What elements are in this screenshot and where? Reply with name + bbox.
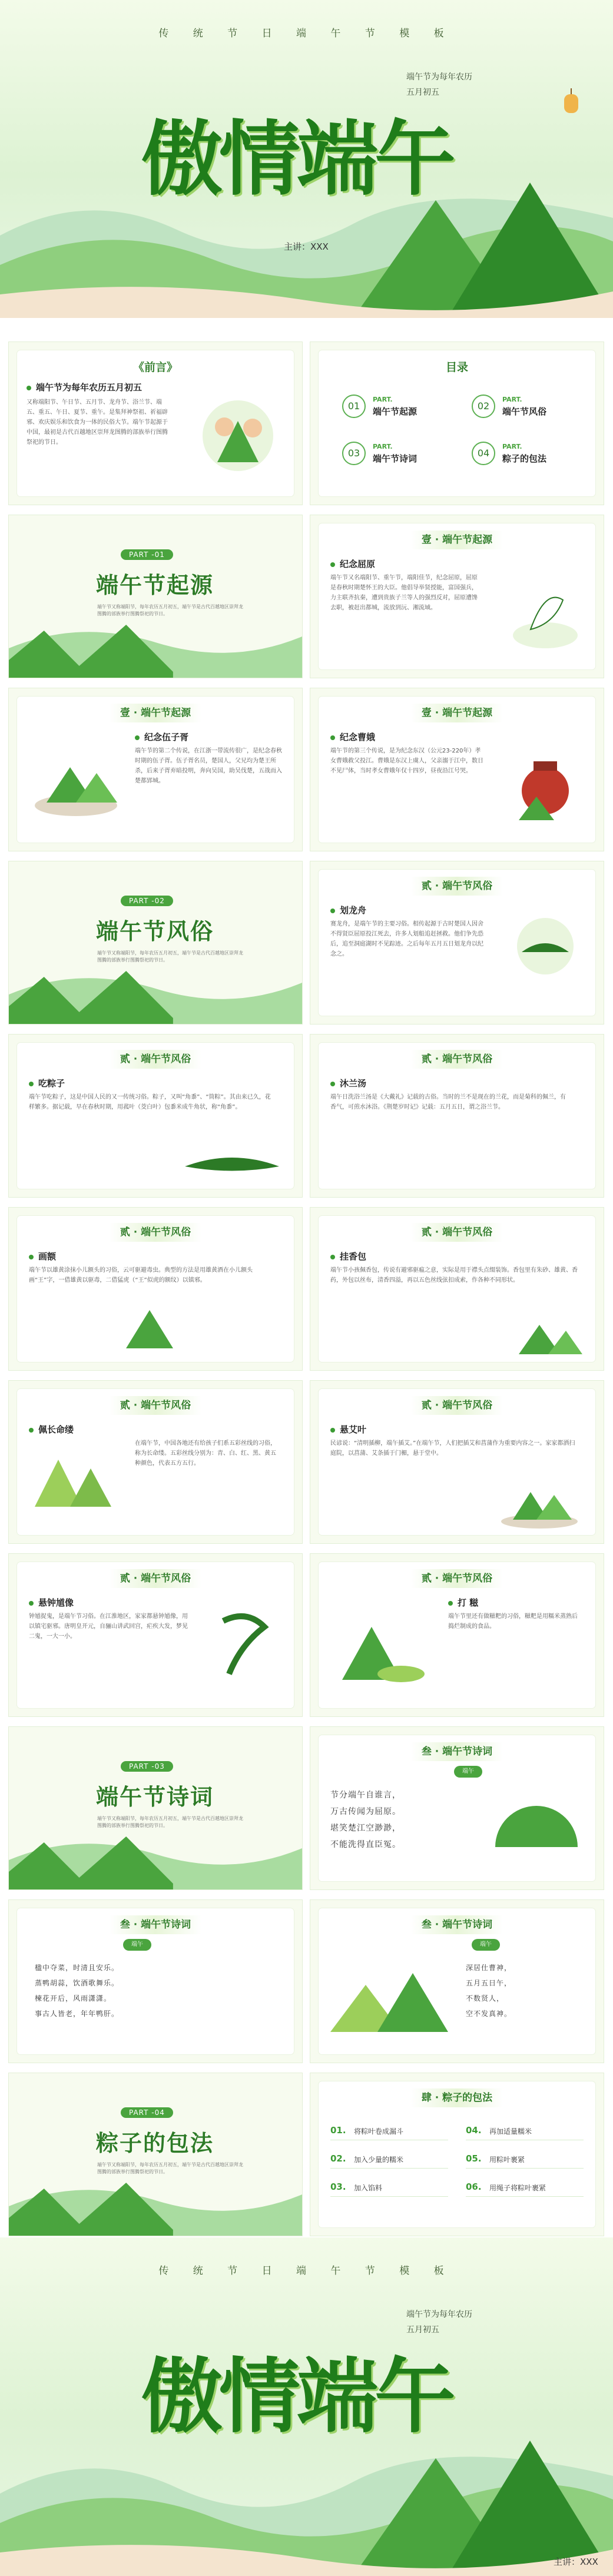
slide-card	[319, 1043, 595, 1189]
cover-slide-top	[0, 0, 613, 318]
toc-number: 03	[342, 442, 366, 465]
slide-longevity-cord	[8, 1380, 303, 1544]
body-text: 端午节的第三个传说，是为纪念东汉（公元23-220年）孝女曹娥救父投江。曹娥是东汉上虞人，父亲溺于江中，数日不见尸体，当时孝女曹娥年仅十四岁，昼夜沿江号哭。	[330, 748, 483, 774]
body-text: 端午日洗浴兰汤是《大戴礼》记载的古俗。当时的兰不是现在的兰花，而是菊科的佩兰，有香气，可煎水沐浴。《荆楚岁时记》记载：五月五日，谓之浴兰节。	[330, 1094, 566, 1110]
slide-sachet	[310, 1207, 604, 1371]
slide-glutinous-cake	[310, 1553, 604, 1717]
zongzi-illustration	[29, 750, 123, 820]
slide-header: 肆 · 粽子的包法	[411, 2088, 503, 2107]
slide-header: 壹 · 端午节起源	[110, 704, 201, 722]
toc-part: PART.	[373, 443, 393, 450]
poem-line: 不能洗得直臣冤。	[330, 1840, 401, 1849]
subtitle: 画额	[29, 1250, 56, 1262]
calligraphy-illustration	[211, 1603, 282, 1698]
preface-subtitle: 端午节为每年农历五月初五	[26, 381, 142, 393]
slide-eat-zongzi	[8, 1034, 303, 1198]
toc-part: PART.	[502, 443, 522, 450]
body-text: 端午节以雄黄涂抹小儿额头的习俗，云可驱避毒虫。典型的方法是用雄黄酒在小儿额头画“王”字，一借雄黄以驱毒，二借猛虎（“王”似虎的额纹）以镇邪。	[29, 1267, 253, 1284]
cover-speaker: 主讲：XXX	[284, 241, 329, 252]
slide-header: 叁 · 端午节诗词	[411, 1742, 503, 1761]
slide-header: 贰 · 端午节风俗	[110, 1223, 201, 1242]
zongzi-characters-illustration	[29, 1448, 117, 1513]
slide-header: 壹 · 端午节起源	[411, 704, 503, 722]
cover-speaker: 主讲：XXX	[554, 2557, 598, 2567]
hills-illustration	[9, 613, 302, 678]
step-item	[466, 2123, 584, 2140]
slide-dragon-boat	[310, 861, 604, 1025]
preface-text: 又称端阳节、午日节、五月节、龙舟节、浴兰节、端五、重五、午日、夏节、重午。是集拜神祭祖、祈福辟邪、欢庆娱乐和饮食为一体的民俗大节。端午节起源于中国，最初是古代百越地区崇拜龙图腾的部族举行图腾祭祀的节日。	[26, 399, 168, 446]
poem-lines	[35, 1960, 119, 2021]
zongzi-illustration	[513, 1316, 584, 1357]
step-number: 04.	[466, 2125, 482, 2136]
section-title: 粽子的包法	[96, 2130, 214, 2156]
poem-title: 端午	[472, 1939, 500, 1951]
body-text: 端午节的第二个传说，在江浙一带流传很广，是纪念春秋时期的伍子胥。伍子胥名员，楚国人，父兄均为楚王所杀，后来子胥弃暗投明，奔向吴国，助吴伐楚，五战而入楚都郢城。	[135, 748, 282, 784]
step-text: 用粽叶裹紧	[489, 2156, 525, 2164]
slide-preface	[8, 342, 303, 505]
subtitle: 纪念伍子胥	[135, 731, 188, 743]
slide-card	[17, 1043, 294, 1189]
toc-part: PART.	[502, 396, 522, 403]
poem-line: 事古人皆老，年年鸭肝。	[35, 2010, 120, 2018]
slide-card	[17, 1562, 294, 1708]
slide-forehead-painting	[8, 1207, 303, 1371]
step-number: 06.	[466, 2182, 482, 2192]
slide-toc	[310, 342, 604, 505]
toc-name: 端午节诗词	[373, 453, 417, 464]
slide-header: 壹 · 端午节起源	[411, 531, 503, 549]
body-text: 赛龙舟，是端午节的主要习俗。相传起源于古时楚国人因舍不得贤臣屈原投江死去，许多人划船追赶拯救。他们争先恐后，追至洞庭湖时不见踪迹。之后每年五月五日划龙舟以纪念之。	[330, 921, 483, 957]
step-number: 02.	[330, 2153, 346, 2164]
toc-number: 04	[472, 442, 495, 465]
hills-illustration	[9, 1825, 302, 1889]
slide-poem-2	[8, 1899, 303, 2063]
crane-illustration	[507, 571, 584, 659]
step-text: 再加适量糯米	[489, 2127, 532, 2136]
slide-card	[319, 1562, 595, 1708]
fan-illustration	[489, 1788, 584, 1853]
section-title: 端午节起源	[96, 572, 214, 598]
slide-card	[17, 1908, 294, 2054]
subtitle: 打 糍	[448, 1596, 478, 1609]
slide-cao-e	[310, 688, 604, 851]
hills-illustration	[9, 959, 302, 1024]
step-item	[330, 2123, 448, 2140]
subtitle: 划龙舟	[330, 904, 366, 916]
cover-topbar: 传 统 节 日 端 午 节 模 板	[158, 2265, 455, 2277]
toc-item[interactable]	[472, 394, 589, 419]
body-text: 钟馗捉鬼，是端午节习俗。在江淮地区，家家都悬钟馗像，用以镇宅驱邪。唐明皇开元，自骊山讲武回宫，疟疾大发，梦见二鬼，一大一小。	[29, 1613, 188, 1640]
section-part: PART -03	[121, 1761, 173, 1772]
step-number: 01.	[330, 2125, 346, 2136]
slide-section-4	[8, 2073, 303, 2236]
subtitle: 纪念曹娥	[330, 731, 375, 743]
cover-title: 傲情端午	[141, 2348, 453, 2444]
dragon-boat-badge-illustration	[507, 911, 584, 982]
slide-card	[319, 870, 595, 1016]
cover-side-line2: 五月初五	[406, 88, 439, 97]
body-text: 端午节又名端阳节、重午节，端阳佳节，纪念屈原，屈原是春秋时期楚怀王的大臣。他倡导举贤授能，富国强兵，力主联齐抗秦，遭到贵族子兰等人的强烈反对，屈原遭馋去职，被赶出都城，流放到沅、湘流域。	[330, 575, 478, 611]
cover-side-text	[406, 69, 472, 100]
poem-title: 端午	[123, 1939, 151, 1951]
poem-line: 不数贤人，	[466, 1994, 505, 2003]
cover-side-line1: 端午节为每年农历	[406, 72, 472, 82]
step-text: 加入少量的糯米	[354, 2156, 404, 2164]
section-part: PART -02	[121, 896, 173, 906]
lantern-icon	[559, 88, 583, 124]
mountain-zongzi-illustration	[330, 1961, 448, 2038]
slide-card	[319, 1908, 595, 2054]
slide-card	[17, 697, 294, 843]
slide-card	[319, 523, 595, 669]
step-item	[466, 2179, 584, 2197]
cover-slide-bottom	[0, 2237, 613, 2576]
slide-qu-yuan	[310, 515, 604, 678]
poem-line: 万古传闻为屈原。	[330, 1807, 401, 1816]
slide-zhong-kui	[8, 1553, 303, 1717]
cover-side-line2: 五月初五	[406, 2325, 439, 2335]
step-item	[466, 2151, 584, 2169]
zongzi-illustration	[117, 1304, 182, 1351]
subtitle: 悬艾叶	[330, 1423, 366, 1435]
step-text: 将粽叶卷成漏斗	[354, 2127, 404, 2136]
slide-mugwort	[310, 1380, 604, 1544]
section-part: PART -04	[121, 2107, 173, 2118]
slide-section-1	[8, 515, 303, 678]
slide-zongzi-steps	[310, 2073, 604, 2236]
step-item	[330, 2151, 448, 2169]
step-number: 05.	[466, 2153, 482, 2164]
step-text: 加入馅料	[354, 2184, 383, 2192]
toc-name: 粽子的包法	[502, 453, 547, 464]
cover-side-text	[406, 2307, 472, 2338]
body-text: 民谚说：“清明插柳，端午插艾。”在端午节，人们把插艾和菖蒲作为重要内容之一。家家都洒扫庭院，以菖蒲、艾条插于门楣，悬于堂中。	[330, 1440, 575, 1457]
slide-header: 贰 · 端午节风俗	[110, 1569, 201, 1588]
slide-card	[319, 1216, 595, 1362]
step-item	[330, 2179, 448, 2197]
section-desc: 端午节又称端阳节，每年农历五月初五，端午节是古代百越地区崇拜龙图腾的部族举行图腾祭祀的节日。	[97, 1816, 243, 1828]
slide-header: 贰 · 端午节风俗	[411, 1050, 503, 1069]
family-illustration	[194, 392, 282, 480]
section-title: 端午节风俗	[96, 919, 214, 944]
subtitle: 沐兰汤	[330, 1077, 366, 1089]
poem-lines	[466, 1960, 512, 2021]
section-title: 端午节诗词	[96, 1784, 214, 1810]
wine-jar-illustration	[507, 744, 584, 826]
zongzi-leaves-illustration	[330, 1615, 430, 1686]
poem-line: 空不发真神。	[466, 2010, 512, 2018]
toc-item[interactable]	[472, 442, 589, 466]
body-text: 在端午节，中国各地还有给孩子们系五彩丝线的习俗，称为长命缕。五彩丝线分别为：青、白、红、黑、黄五种颜色，代表五方五行。	[135, 1440, 276, 1467]
slide-header: 贰 · 端午节风俗	[411, 1396, 503, 1415]
poem-line: 堪笑楚江空渺渺，	[330, 1824, 401, 1833]
preface-title: 《前言》	[132, 361, 178, 374]
toc-number: 02	[472, 394, 495, 418]
cover-topbar: 传 统 节 日 端 午 节 模 板	[158, 28, 455, 39]
slide-header: 贰 · 端午节风俗	[411, 1569, 503, 1588]
slide-card	[17, 1216, 294, 1362]
subtitle: 吃粽子	[29, 1077, 65, 1089]
subtitle: 纪念屈原	[330, 558, 375, 570]
slide-card	[319, 1735, 595, 1881]
slide-card	[319, 2081, 595, 2227]
slide-header: 贰 · 端午节风俗	[411, 1223, 503, 1242]
toc-name: 端午节风俗	[502, 406, 547, 417]
poem-line: 蒸鸭胡蒜，饮酒歌舞乐。	[35, 1979, 120, 1987]
slide-orchid-bath	[310, 1034, 604, 1198]
poem-line: 深居仕曹神，	[466, 1964, 512, 1972]
poem-line: 五月五日午，	[466, 1979, 512, 1987]
poem-line: 节分端午自谁言，	[330, 1791, 401, 1800]
toc-number: 01	[342, 394, 366, 418]
slide-wu-zixu	[8, 688, 303, 851]
slide-section-2	[8, 861, 303, 1025]
body-text: 端午节里还有做糍粑的习俗，糍粑是用糯米蒸熟后捣烂制成的食品。	[448, 1613, 578, 1630]
cover-title: 傲情端午	[141, 111, 453, 207]
poem-lines	[330, 1787, 401, 1853]
toc-title: 目录	[445, 361, 468, 374]
dragon-boat-illustration	[182, 1143, 282, 1178]
slide-card	[17, 1389, 294, 1535]
section-desc: 端午节又称端阳节，每年农历五月初五，端午节是古代百越地区崇拜龙图腾的部族举行图腾祭祀的节日。	[97, 950, 243, 963]
slide-poem-3	[310, 1899, 604, 2063]
toc-item[interactable]	[342, 442, 460, 466]
poem-line: 楝花开后，风雨潇潇。	[35, 1994, 112, 2003]
subtitle: 佩长命缕	[29, 1423, 74, 1435]
section-desc: 端午节又称端阳节，每年农历五月初五，端午节是古代百越地区崇拜龙图腾的部族举行图腾祭祀的节日。	[97, 2162, 243, 2174]
subtitle: 挂香包	[330, 1250, 366, 1262]
hills-illustration	[9, 2171, 302, 2236]
slide-header: 贰 · 端午节风俗	[110, 1396, 201, 1415]
cover-side-line1: 端午节为每年农历	[406, 2310, 472, 2319]
step-text: 用绳子将粽叶裹紧	[489, 2184, 546, 2192]
zongzi-plate-illustration	[495, 1483, 584, 1530]
slide-card	[319, 697, 595, 843]
poem-line: 楹中夺菜，时清且安乐。	[35, 1964, 120, 1972]
body-text: 端午节小孩佩香包，传说有避邪驱瘟之意，实际是用于襟头点缀装饰。香包里有朱砂、雄黄、香药，外包以丝布，清香四溢，再以五色丝线弦扣成索，作各种不同形状。	[330, 1267, 578, 1284]
toc-item[interactable]	[342, 394, 460, 419]
toc-name: 端午节起源	[373, 406, 417, 417]
body-text: 端午节吃粽子，这是中国人民的又一传统习俗。粽子，又叫“角黍”、“筒粽”。其由来已久，花样繁多。据记载，早在春秋时期，用菰叶（茭白叶）包黍米成牛角状，称“角黍”。	[29, 1094, 271, 1110]
slide-header: 贰 · 端午节风俗	[110, 1050, 201, 1069]
poem-title: 端午	[454, 1766, 482, 1778]
slide-header: 叁 · 端午节诗词	[110, 1915, 201, 1934]
section-part: PART -01	[121, 549, 173, 560]
toc-part: PART.	[373, 396, 393, 403]
subtitle: 悬钟馗像	[29, 1596, 74, 1609]
slide-header: 贰 · 端午节风俗	[411, 877, 503, 896]
slide-card	[17, 350, 294, 496]
slide-section-3	[8, 1726, 303, 1890]
slide-card	[319, 1389, 595, 1535]
slide-header: 叁 · 端午节诗词	[411, 1915, 503, 1934]
slide-card	[319, 350, 595, 496]
step-number: 03.	[330, 2182, 346, 2192]
section-desc: 端午节又称端阳节，每年农历五月初五，端午节是古代百越地区崇拜龙图腾的部族举行图腾祭祀的节日。	[97, 604, 243, 616]
slide-poem-1	[310, 1726, 604, 1890]
